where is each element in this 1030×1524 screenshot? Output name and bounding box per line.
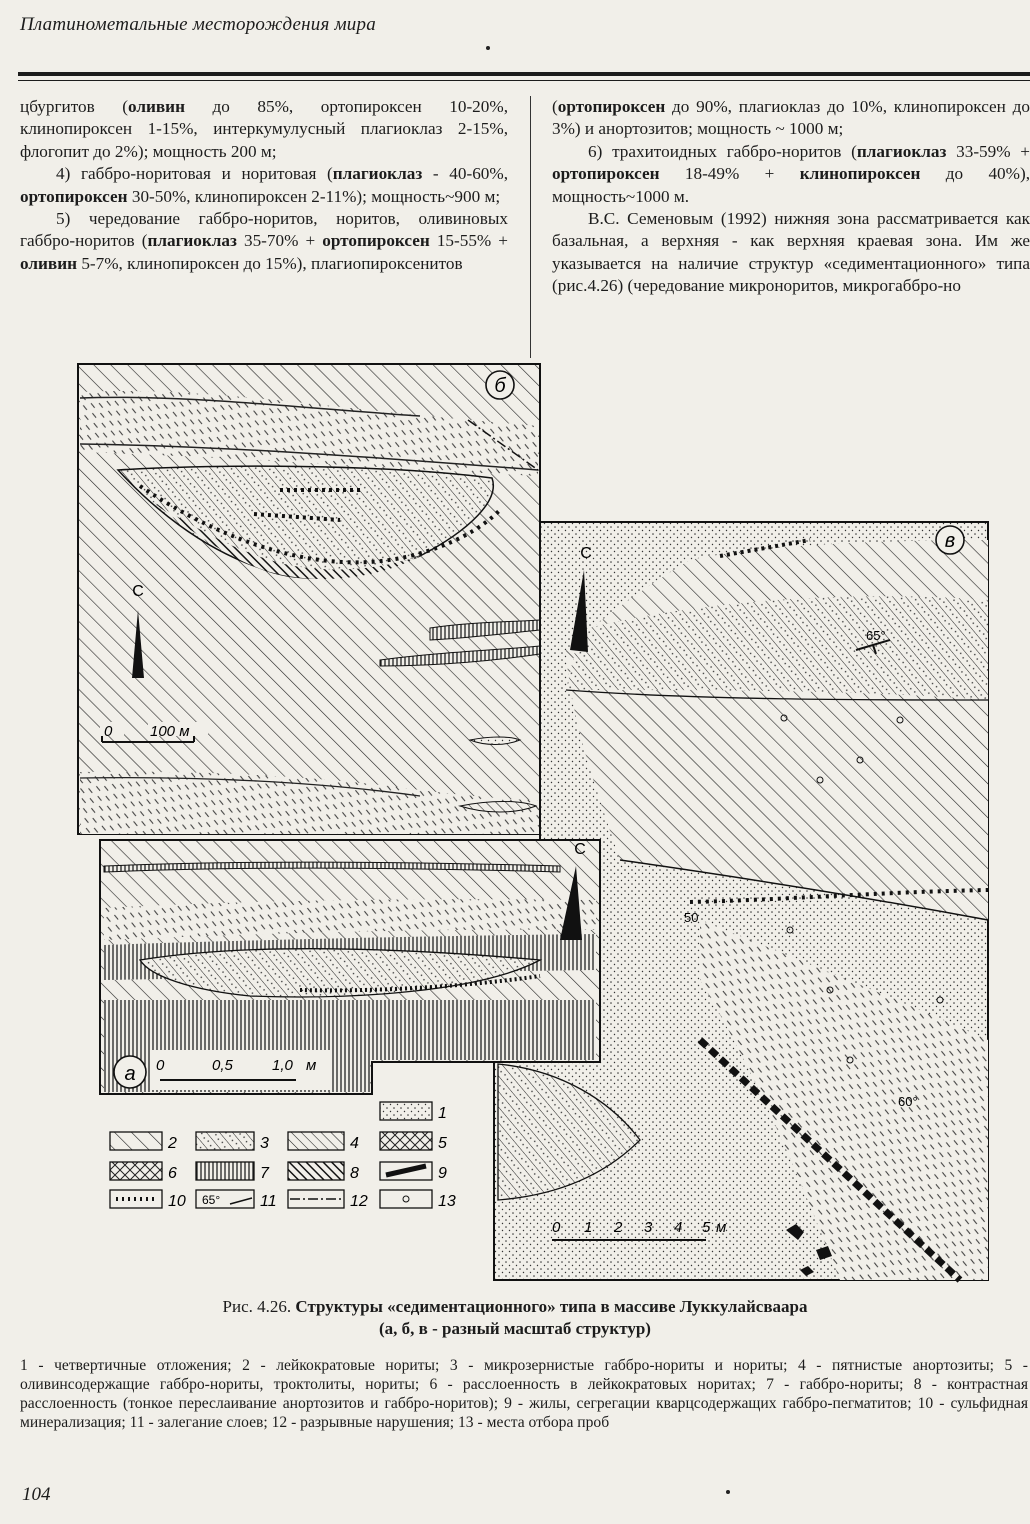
scale-label: 4 xyxy=(674,1219,683,1236)
figure-caption xyxy=(0,1296,1030,1340)
right-column xyxy=(552,96,1030,298)
paragraph: (ортопироксен до 90%, плагиоклаз до 10%, клинопироксен до 3%) и анортозитов; мощность ~ 1000 м; xyxy=(552,97,1030,139)
panel-label: а xyxy=(124,1063,136,1085)
scale-label: 2 xyxy=(614,1219,623,1236)
legend-key: 65° xyxy=(202,1193,221,1207)
legend-key: 12 xyxy=(350,1193,368,1210)
scale-label: 0 xyxy=(156,1057,165,1074)
paragraph: 4) габбро-норитовая и норитовая (плагиоклаз - 40-60%, ортопироксен 30-50%, клинопироксен 2-11%); мощность~900 м; xyxy=(20,164,508,206)
paragraph: 6) трахитоидных габбро-норитов (плагиоклаз 33-59% + ортопироксен 18-49% + клинопироксен до 40%), мощность~1000 м. xyxy=(552,141,1030,206)
legend-key: 13 xyxy=(438,1193,456,1210)
header-rule-thin xyxy=(18,80,1030,81)
panel-label: в xyxy=(944,530,956,552)
legend-key: 1 xyxy=(438,1105,447,1122)
legend-key: 2 xyxy=(168,1135,177,1152)
north-arrow-label: С xyxy=(132,583,144,600)
left-column xyxy=(20,96,508,275)
north-arrow-label: С xyxy=(574,841,586,858)
scale-label: 0,5 xyxy=(212,1057,233,1074)
caption-lead: Рис. 4.26. xyxy=(222,1297,292,1316)
caption-title: Структуры «седиментационного» типа в массиве Луккулайсваара xyxy=(295,1297,808,1316)
header-rule xyxy=(18,72,1030,76)
scale-label: 1 xyxy=(584,1219,593,1236)
panel-b xyxy=(78,364,540,834)
legend-key: 5 xyxy=(438,1135,447,1152)
page-number: 104 xyxy=(22,1484,51,1505)
scale-label: м xyxy=(716,1219,727,1236)
panel-a xyxy=(100,840,600,1094)
figure-4-26 xyxy=(0,356,1030,1296)
legend-key: 4 xyxy=(350,1135,359,1152)
scale-label: 5 xyxy=(702,1219,711,1236)
dip-label: 50 xyxy=(684,910,699,925)
panel-label: б xyxy=(494,375,506,397)
running-title: Платинометальные месторождения мира xyxy=(20,14,376,35)
legend-key: 6 xyxy=(168,1165,177,1182)
north-arrow-label: С xyxy=(580,545,592,562)
paragraph: 5) чередование габбро-норитов, норитов, оливиновых габбро-норитов (плагиоклаз 35-70% + ортопироксен 15-55% + оливин 5-7%, клинопироксен до 15%), плагиопироксенитов xyxy=(20,209,508,273)
scale-label: 100 м xyxy=(150,723,190,740)
legend-key: 11 xyxy=(260,1193,277,1210)
scan-speck xyxy=(486,46,490,50)
legend-key: 9 xyxy=(438,1165,447,1182)
legend-key: 3 xyxy=(260,1135,269,1152)
legend-key: 8 xyxy=(350,1165,359,1182)
dip-label: 65° xyxy=(866,628,886,643)
paragraph: В.С. Семеновым (1992) нижняя зона рассматривается как базальная, а верхняя - как верхняя краевая зона. Им же указывается на наличие структур «седиментационного» типа (рис.4.26) (чередование микроноритов, микрогаббро-но xyxy=(552,209,1030,296)
legend xyxy=(110,1102,456,1210)
paragraph: цбургитов (оливин до 85%, ортопироксен 10-20%, клинопироксен 1-15%, интеркумулусный плагиоклаз 2-15%, флогопит до 2%); мощность 200 м; xyxy=(20,97,508,161)
scale-label: 3 xyxy=(644,1219,653,1236)
dip-label: 60° xyxy=(898,1094,918,1109)
legend-key: 10 xyxy=(168,1193,186,1210)
scale-label: 0 xyxy=(552,1219,561,1236)
scale-label: 0 xyxy=(104,723,113,740)
legend-explanation: 1 - четвертичные отложения; 2 - лейкократовые нориты; 3 - микрозернистые габбро-нориты и нориты; 4 - пятнистые анортозиты; 5 - оливинсодержащие габбро-нориты, троктолиты, нориты; 6 - расслоенность в лейкократовых норитах; 7 - габбро-нориты; 8 - контрастная расслоенность (тонкое переслаивание анортозитов и габбро-норитов); 9 - жилы, сегрегации кварцсодержащих габбро-пегматитов; 10 - сульфидная минерализация; 11 - залегание слоев; 12 - разрывные нарушения; 13 - места отбора проб xyxy=(20,1357,1028,1431)
scale-label: 1,0 xyxy=(272,1057,293,1074)
scan-speck xyxy=(726,1490,730,1494)
caption-subtitle: (а, б, в - разный масштаб структур) xyxy=(379,1319,651,1338)
scale-label: м xyxy=(306,1057,317,1074)
column-divider xyxy=(530,96,531,358)
legend-key: 7 xyxy=(260,1165,269,1182)
